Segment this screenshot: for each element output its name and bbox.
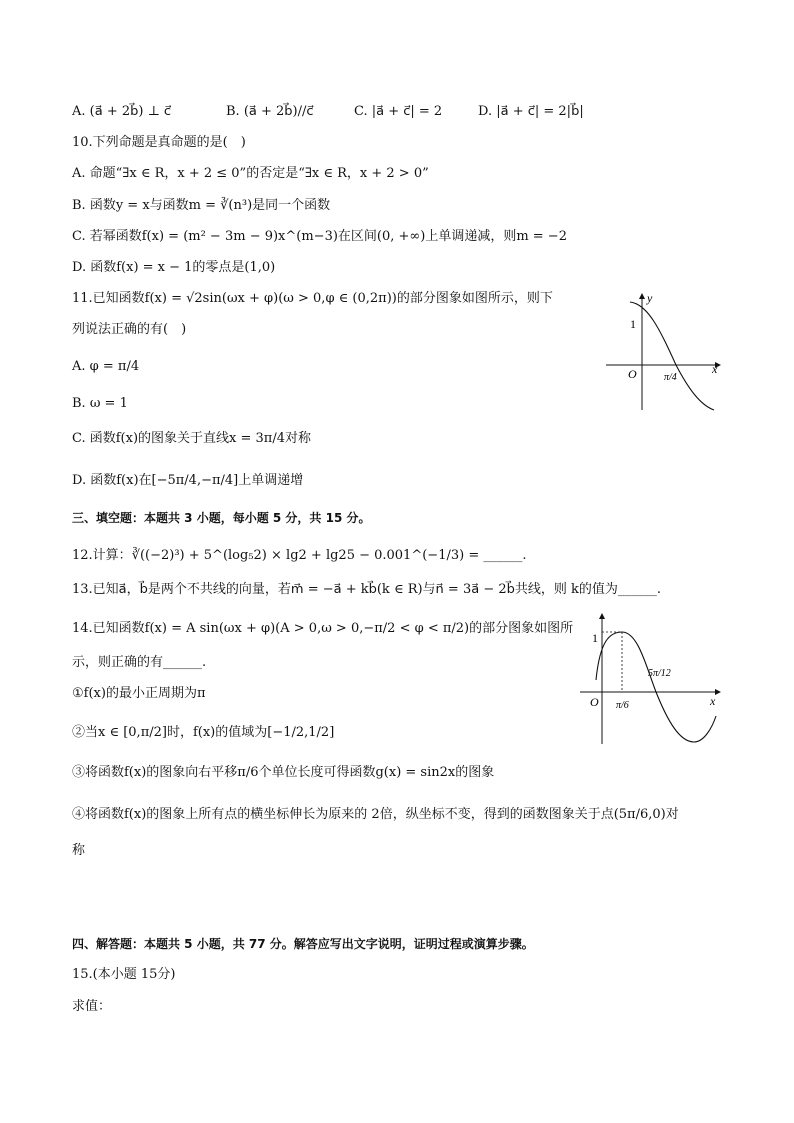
q11-y-tick-label: 1 — [630, 317, 636, 331]
q13-text: 13.已知a⃗，b⃗是两个不共线的向量，若m⃗ = −a⃗ + kb⃗(k ∈ R)与n⃗ = 3a⃗ − 2b⃗共线，则 k的值为______. — [72, 582, 662, 597]
q11-x-label: x — [712, 362, 718, 376]
q14-statement-4-line2: 称 — [72, 843, 86, 858]
q14-statement-1: ①f(x)的最小正周期为π — [72, 686, 206, 701]
q9-option-d: D. |a⃗ + c⃗| = 2|b⃗| — [478, 104, 584, 119]
q10-option-d: D. 函数f(x) = x − 1的零点是(1,0) — [72, 260, 276, 275]
q14-graph — [576, 612, 726, 752]
q14-y-tick-label: 1 — [592, 631, 598, 645]
q11-option-a: A. φ = π/4 — [72, 359, 140, 374]
q11-sine-curve — [630, 302, 714, 410]
q14-stem-line1: 14.已知函数f(x) = A sin(ωx + φ)(A > 0,ω > 0,−π/2 < φ < π/2)的部分图象如图所 — [72, 621, 574, 636]
section4-heading: 四、解答题：本题共 5 小题，共 77 分。解答应写出文字说明，证明过程或演算步骤。 — [72, 937, 534, 951]
q14-sine-curve — [596, 632, 716, 742]
q9-option-c: C. |a⃗ + c⃗| = 2 — [354, 104, 443, 119]
q11-graph — [600, 290, 730, 415]
q11-option-b: B. ω = 1 — [72, 396, 128, 411]
q14-origin-label: O — [590, 695, 599, 709]
q10-stem: 10.下列命题是真命题的是( ) — [72, 135, 246, 150]
q11-y-label: y — [647, 291, 653, 305]
q14-statement-4-line1: ④将函数f(x)的图象上所有点的横坐标伸长为原来的 2倍，纵坐标不变，得到的函数图象关于点(5π/6,0)对 — [72, 807, 679, 822]
q11-x-tick-label: π/4 — [664, 372, 677, 383]
q12-text: 12.计算：∛((−2)³) + 5^(log₅2) × lg2 + lg25 − 0.001^(−1/3) = ______. — [72, 548, 527, 563]
q11-option-d: D. 函数f(x)在[−5π/4,−π/4]上单调递增 — [72, 473, 304, 488]
q11-origin-label: O — [628, 367, 637, 381]
q10-option-a: A. 命题“∃x ∈ R，x + 2 ≤ 0”的否定是“∃x ∈ R，x + 2 > 0” — [72, 166, 429, 181]
q11-option-c: C. 函数f(x)的图象关于直线x = 3π/4对称 — [72, 431, 311, 446]
q14-x-tick-2-label: 5π/12 — [648, 668, 671, 679]
q9-option-a: A. (a⃗ + 2b⃗) ⊥ c⃗ — [72, 104, 172, 119]
section3-heading: 三、填空题：本题共 3 小题，每小题 5 分，共 15 分。 — [72, 511, 371, 525]
q14-x-label: x — [710, 694, 716, 708]
q11-stem-line1: 11.已知函数f(x) = √2sin(ωx + φ)(ω > 0,φ ∈ (0,2π))的部分图象如图所示，则下 — [72, 291, 553, 306]
q9-option-b: B. (a⃗ + 2b⃗)//c⃗ — [226, 104, 314, 119]
q14-statement-3: ③将函数f(x)的图象向右平移π/6个单位长度可得函数g(x) = sin2x的图象 — [72, 765, 495, 780]
q11-stem-line2: 列说法正确的有( ) — [72, 322, 187, 337]
q15-subprompt: 求值： — [72, 999, 112, 1014]
q14-statement-2: ②当x ∈ [0,π/2]时，f(x)的值域为[−1/2,1/2] — [72, 725, 335, 740]
q10-option-b: B. 函数y = x与函数m = ∛(n³)是同一个函数 — [72, 198, 331, 213]
q15-title: 15.(本小题 15分) — [72, 967, 176, 982]
q14-x-tick-1-label: π/6 — [616, 700, 629, 711]
q14-stem-line2: 示，则正确的有______. — [72, 655, 207, 670]
q10-option-c: C. 若幂函数f(x) = (m² − 3m − 9)x^(m−3)在区间(0, +∞)上单调递减，则m = −2 — [72, 229, 567, 244]
